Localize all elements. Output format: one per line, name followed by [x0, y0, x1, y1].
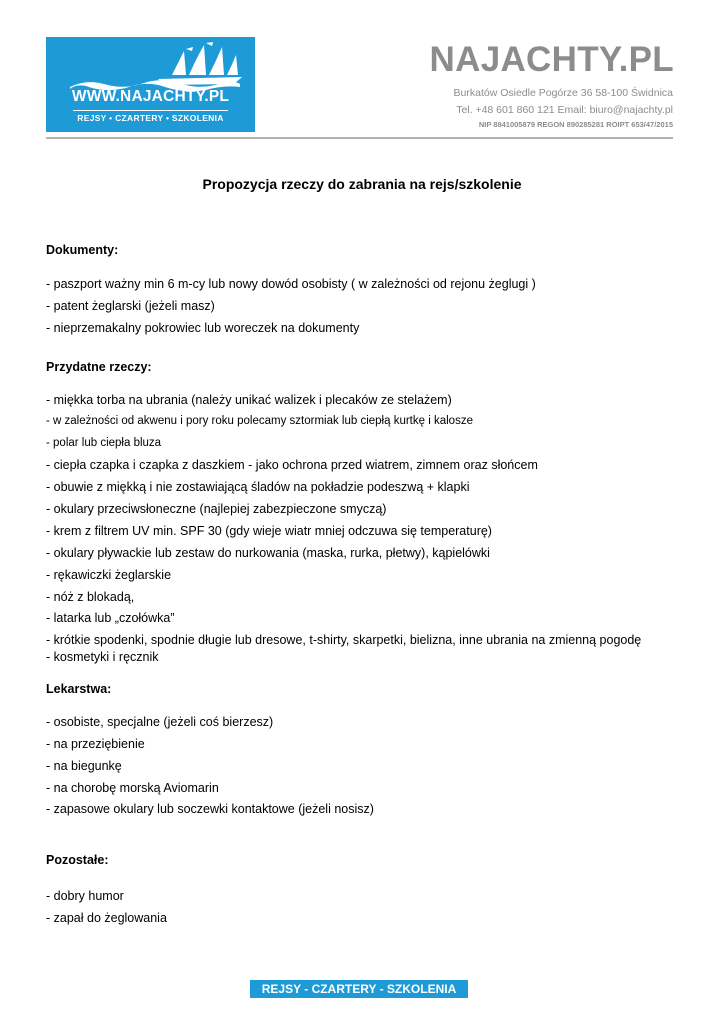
brand-name: NAJACHTY.PL: [429, 40, 674, 79]
list-item: - paszport ważny min 6 m-cy lub nowy dowód osobisty ( w zależności od rejonu żeglugi ): [46, 277, 536, 291]
list-item: - okulary przeciwsłoneczne (najlepiej zabezpieczone smyczą): [46, 502, 387, 516]
company-contact: Tel. +48 601 860 121 Email: biuro@najachty.pl: [456, 104, 673, 116]
footer-banner: REJSY - CZARTERY - SZKOLENIA: [250, 980, 468, 998]
list-item: - na chorobę morską Aviomarin: [46, 781, 219, 795]
list-item: - nóż z blokadą,: [46, 590, 135, 604]
list-item: - w zależności od akwenu i pory roku polecamy sztormiak lub ciepłą kurtkę i kalosze: [46, 415, 473, 427]
list-item: - krótkie spodenki, spodnie długie lub dresowe, t-shirty, skarpetki, bielizna, inne ubrania na zmienną pogodę: [46, 633, 642, 647]
list-item: - dobry humor: [46, 889, 124, 903]
list-item: - nieprzemakalny pokrowiec lub woreczek na dokumenty: [46, 321, 360, 335]
company-address: Burkatów Osiedle Pogórze 36 58-100 Świdnica: [453, 87, 673, 99]
list-item: - krem z filtrem UV min. SPF 30 (gdy wieje wiatr mniej odczuwa się temperaturę): [46, 524, 492, 538]
list-item: - patent żeglarski (jeżeli masz): [46, 299, 215, 313]
document-title: Propozycja rzeczy do zabrania na rejs/szkolenie: [202, 176, 522, 192]
list-item: - zapasowe okulary lub soczewki kontaktowe (jeżeli nosisz): [46, 802, 374, 816]
list-item: - zapał do żeglowania: [46, 911, 167, 925]
list-item: - na przeziębienie: [46, 737, 145, 751]
header-divider: [46, 137, 673, 139]
list-item: - latarka lub „czołówka”: [46, 611, 175, 625]
section-heading-medicines: Lekarstwa:: [46, 682, 112, 696]
list-item: - na biegunkę: [46, 759, 122, 773]
logo-tagline: REJSY • CZARTERY • SZKOLENIA: [77, 113, 224, 123]
company-registration-ids: NIP 8841005879 REGON 890285281 ROIPT 653/47/2015: [478, 120, 673, 129]
list-item: - osobiste, specjalne (jeżeli coś bierzesz): [46, 715, 274, 729]
list-item: - rękawiczki żeglarskie: [46, 568, 172, 582]
section-heading-documents: Dokumenty:: [46, 243, 119, 257]
company-logo: [46, 37, 255, 132]
section-heading-other: Pozostałe:: [46, 853, 109, 867]
list-item: - kosmetyki i ręcznik: [46, 650, 159, 664]
list-item: - polar lub ciepła bluza: [46, 437, 162, 449]
list-item: - ciepła czapka i czapka z daszkiem - jako ochrona przed wiatrem, zimnem oraz słońcem: [46, 458, 538, 472]
list-item: - miękka torba na ubrania (należy unikać walizek i plecaków ze stelażem): [46, 393, 452, 407]
logo-divider: [73, 110, 228, 111]
list-item: - obuwie z miękką i nie zostawiającą śladów na pokładzie podeszwą + klapki: [46, 480, 470, 494]
list-item: - okulary pływackie lub zestaw do nurkowania (maska, rurka, płetwy), kąpielówki: [46, 546, 490, 560]
section-heading-useful-items: Przydatne rzeczy:: [46, 360, 152, 374]
logo-url-text: WWW.NAJACHTY.PL: [71, 88, 230, 105]
